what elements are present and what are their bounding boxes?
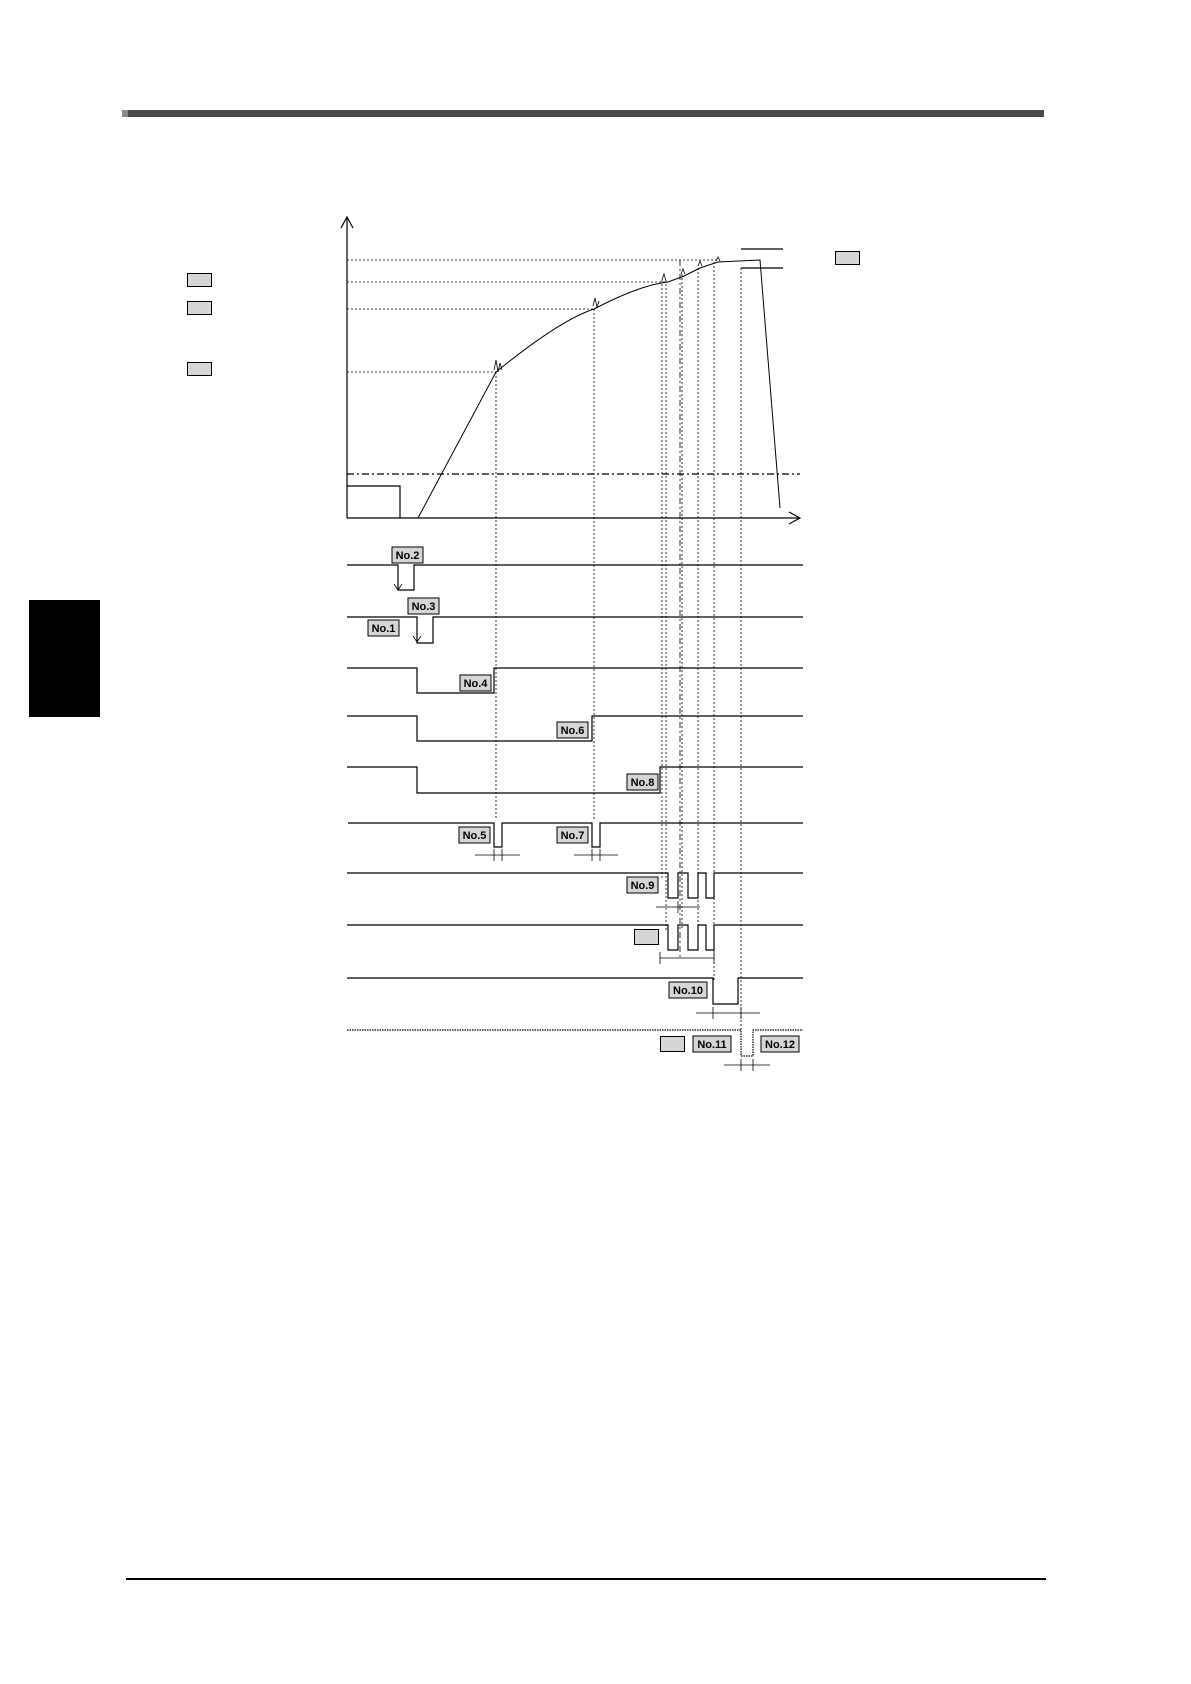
interval-mark-6 <box>724 1059 770 1071</box>
burst-4 <box>681 269 685 274</box>
interval-mark-4 <box>660 952 714 964</box>
burst-5 <box>698 261 702 266</box>
svg-text:No.1: No.1 <box>371 623 396 635</box>
interval-mark-1 <box>475 849 520 861</box>
svg-text:No.8: No.8 <box>630 777 655 789</box>
signal-row-10 <box>347 1030 803 1056</box>
origin-step <box>347 486 400 518</box>
svg-text:No.10: No.10 <box>673 985 703 997</box>
svg-text:No.7: No.7 <box>560 830 585 842</box>
tag-no10 <box>669 982 707 998</box>
tag-no11 <box>693 1036 731 1052</box>
tag-no7 <box>557 827 588 843</box>
tag-no5 <box>459 827 490 843</box>
svg-text:No.2: No.2 <box>395 550 420 562</box>
svg-text:No.4: No.4 <box>463 678 488 690</box>
burst-3 <box>662 274 666 281</box>
tag-no9 <box>627 877 658 893</box>
svg-text:No.5: No.5 <box>462 830 487 842</box>
drop-lines <box>496 262 741 1030</box>
svg-text:No.9: No.9 <box>630 880 655 892</box>
signal-row-9 <box>347 978 803 1004</box>
interval-mark-2 <box>574 849 618 861</box>
signal-row-1 <box>347 565 803 590</box>
svg-text:No.6: No.6 <box>560 725 585 737</box>
tag-no1 <box>368 620 399 636</box>
level-lines <box>347 260 720 372</box>
svg-text:No.12: No.12 <box>765 1039 795 1051</box>
signal-row-7 <box>347 873 803 898</box>
signal-row-5 <box>347 767 803 793</box>
svg-text:No.3: No.3 <box>411 601 436 613</box>
tag-no4 <box>460 675 491 691</box>
interval-mark-3 <box>656 901 700 913</box>
burst-6 <box>716 257 720 261</box>
interval-mark-5 <box>696 1007 760 1019</box>
pressure-curve <box>418 260 780 518</box>
burst-2 <box>593 298 599 307</box>
tag-no2 <box>392 547 423 563</box>
tag-no6 <box>557 722 588 738</box>
burst-1 <box>494 360 502 372</box>
tag-no8 <box>627 774 658 790</box>
svg-text:No.11: No.11 <box>697 1039 727 1051</box>
signal-row-3 <box>347 668 803 693</box>
tag-no3 <box>408 598 439 614</box>
signal-row-8 <box>347 925 803 950</box>
tag-no12 <box>761 1036 799 1052</box>
